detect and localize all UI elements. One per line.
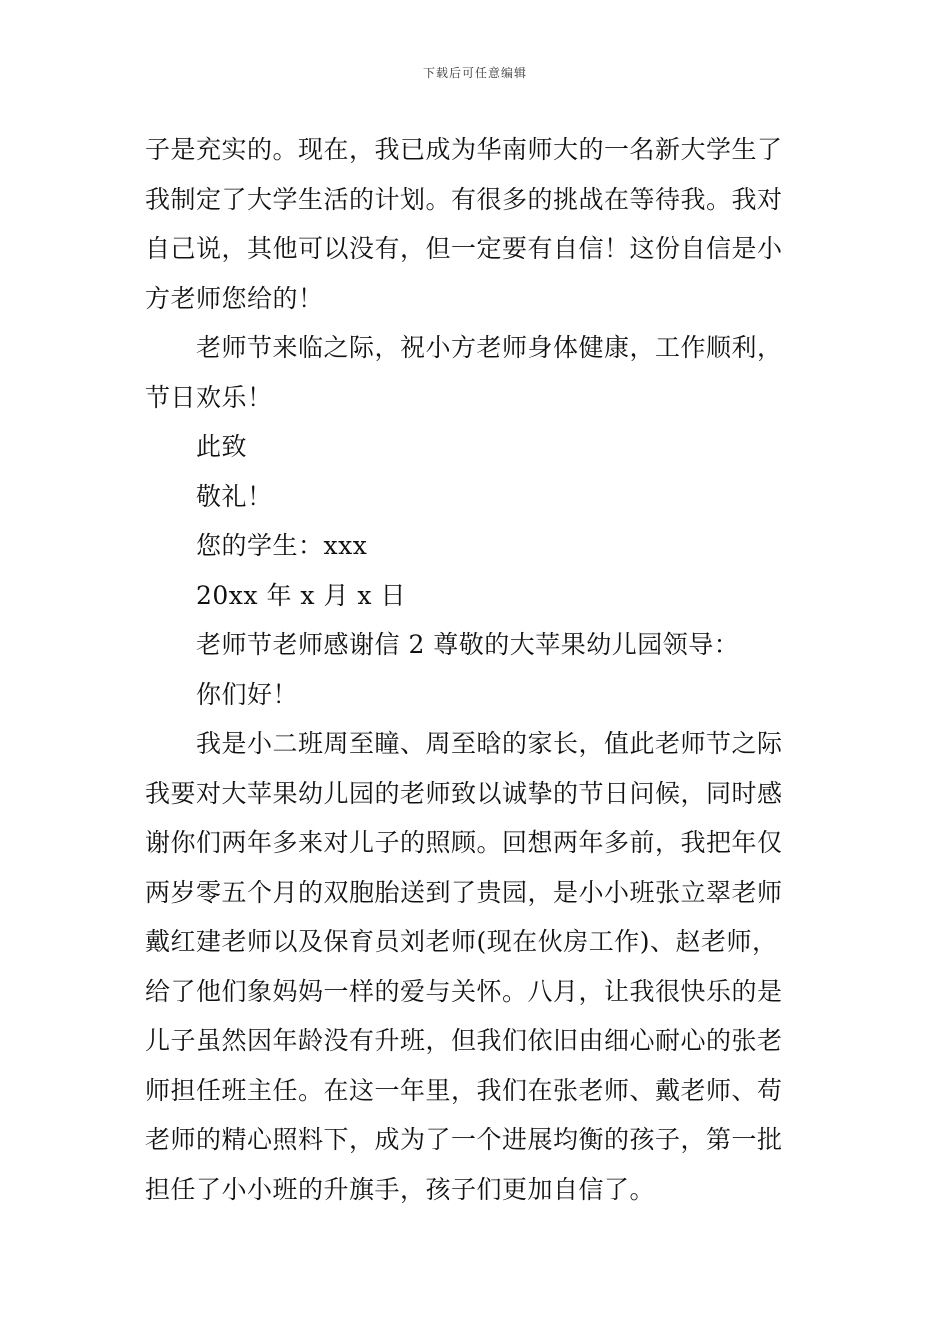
text-line: 担任了小小班的升旗手，孩子们更加自信了。 <box>145 1174 656 1204</box>
greeting-line: 你们好！ <box>196 679 299 709</box>
text-line: 我是小二班周至瞳、周至晗的家长，值此老师节之际 <box>196 729 783 758</box>
text-line: 我要对大苹果幼儿园的老师致以诚挚的节日问候，同时感 <box>145 778 783 808</box>
text-line: 老师的精心照料下，成为了一个进展均衡的孩子，第一批 <box>145 1125 783 1154</box>
text-line: 老师节来临之际，祝小方老师身体健康，工作顺利， <box>196 333 783 362</box>
text-line: 自己说，其他可以没有，但一定要有自信！这份自信是小 <box>145 234 783 263</box>
text-line: 我制定了大学生活的计划。有很多的挑战在等待我。我对 <box>145 184 783 214</box>
closing-salutation: 敬礼！ <box>196 481 273 511</box>
signature-line: 您的学生：xxx <box>196 531 368 560</box>
text-line: 给了他们象妈妈一样的爱与关怀。八月，让我很快乐的是 <box>145 976 783 1006</box>
text-line: 节日欢乐！ <box>145 382 273 412</box>
letter-heading: 老师节老师感谢信 2 尊敬的大苹果幼儿园领导： <box>196 630 740 659</box>
text-line: 戴红建老师以及保育员刘老师(现在伙房工作)、赵老师， <box>145 927 778 956</box>
closing-salutation: 此致 <box>196 432 248 461</box>
text-line: 谢你们两年多来对儿子的照顾。回想两年多前，我把年仅 <box>145 828 783 857</box>
text-line: 方老师您给的！ <box>145 283 324 313</box>
page-header: 下载后可任意编辑 <box>422 66 527 80</box>
text-line: 师担任班主任。在这一年里，我们在张老师、戴老师、苟 <box>145 1075 783 1105</box>
text-line: 两岁零五个月的双胞胎送到了贵园，是小小班张立翠老师 <box>145 877 783 907</box>
date-line: 20xx 年 x 月 x 日 <box>196 580 406 610</box>
text-line: 儿子虽然因年龄没有升班，但我们依旧由细心耐心的张老 <box>145 1026 783 1055</box>
document-body <box>145 125 810 1214</box>
text-line: 子是充实的。现在，我已成为华南师大的一名新大学生了 <box>145 135 783 164</box>
